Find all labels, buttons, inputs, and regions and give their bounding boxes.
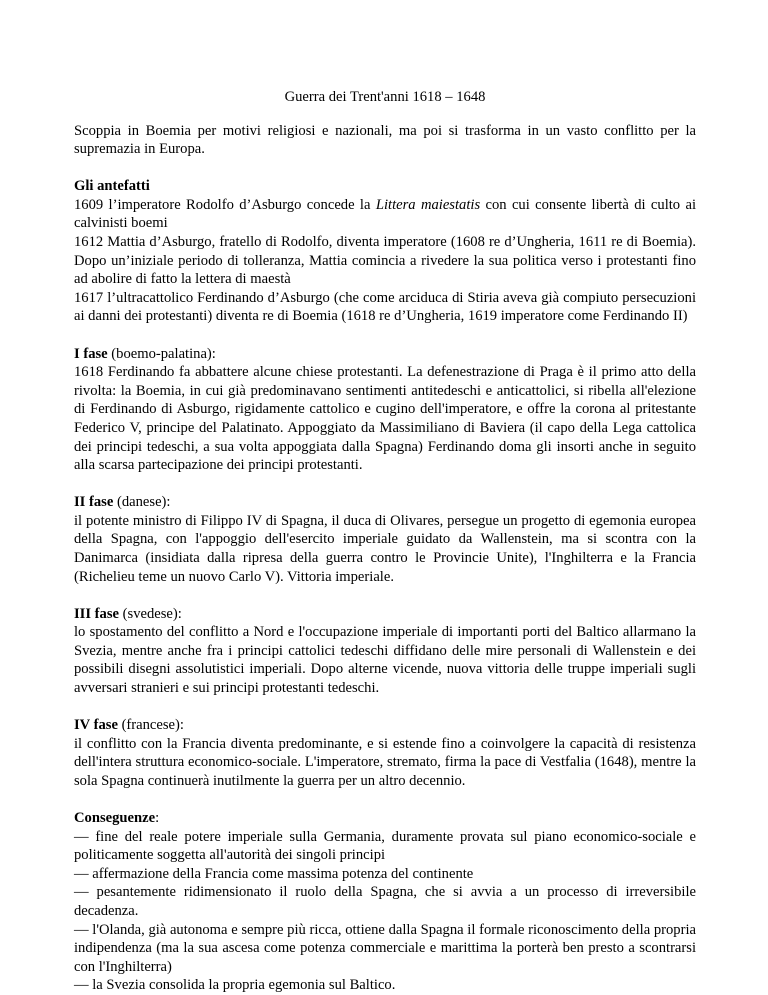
conseguenze-colon: : [155,810,160,826]
fase-3-text: lo spostamento del conflitto a Nord e l'occupazione imperiale di importanti porti del Baltico allarmano la Svezia, mentre anche fra i principi cattolici tedeschi diffidano delle mire personali di Wallenstein e dei possibili disegni assolutistici imperiali. Dopo alterne vicende, nuova vittoria delle truppe imperiali sugli avversari stranieri e sui principi protestanti tedeschi. [74,624,696,697]
conseguenze-item: — pesantemente ridimensionato il ruolo della Spagna, che si avvia a un processo di irreversibile decadenza. [74,884,696,919]
document-title: Guerra dei Trent'anni 1618 – 1648 [284,89,486,105]
antefatti-p1-after: con cui consente libertà di culto ai calvinisti boemi [74,196,696,232]
conseguenze-heading: Conseguenze [74,810,156,826]
fase-4-heading-line [74,716,696,735]
fase-1-heading-line [74,345,696,364]
conseguenze-item: — l'Olanda, già autonoma e sempre più ricca, ottiene dalla Spagna il formale riconoscimento della propria indipendenza (ma la sua ascesa come potenza commerciale e marittima la porterà ben presto a scontrarsi con l'Inghilterra) [74,921,696,975]
littera-maiestatis-term: Littera maiestatis [375,196,481,213]
fase-1-subtitle: (boemo-palatina): [107,345,216,362]
antefatti-paragraph-3: 1617 l’ultracattolico Ferdinando d’Asburgo (che come arciduca di Stiria aveva già compiuto persecuzioni ai danni dei protestanti) diventa re di Boemia (1618 re d’Ungheria, 1619 imperatore come Ferdinando II) [74,289,696,325]
intro-text: Scoppia in Boemia per motivi religiosi e nazionali, ma poi si trasforma in un vasto conflitto per la supremazia in Europa. [74,122,696,158]
section-conseguenze [74,809,696,995]
section-fase-2 [74,493,696,586]
fase-3-subtitle: (svedese): [119,605,182,622]
conseguenze-item: — la Svezia consolida la propria egemonia sul Baltico. [74,977,396,994]
fase-3-heading: III fase [74,605,119,622]
section-fase-4 [74,716,696,790]
fase-2-heading: II fase [74,494,114,511]
conseguenze-item: — affermazione della Francia come massima potenza del continente [74,865,474,882]
antefatti-paragraph-2: 1612 Mattia d’Asburgo, fratello di Rodolfo, diventa imperatore (1608 re d’Ungheria, 1611 re di Boemia). Dopo un’iniziale periodo di tolleranza, Mattia comincia a rivedere la sua politica verso i protestanti fino ad abolire di fatto la lettera di maestà [74,234,696,288]
antefatti-paragraph-1 [74,196,696,233]
fase-1-heading: I fase [74,345,108,362]
fase-4-subtitle: (francese): [117,717,184,734]
fase-1-text: 1618 Ferdinando fa abbattere alcune chiese protestanti. La defenestrazione di Praga è il primo atto della rivolta: la Boemia, in cui già predominavano sentimenti antitedeschi e anticattolici, si ribella all'elezione di Ferdinando di Asburgo, rigidamente cattolico e cugino dell'imperatore, e offre la corona al pritestante Federico V, principe del Palatinato. Appoggiato da Massimiliano di Baviera (il capo della Lega cattolica dei principi tedeschi, a sua volta appoggiata dalla Spagna) Ferdinando doma gli insorti anche in seguito alla scarsa partecipazione dei principi protestanti. [74,364,696,474]
fase-2-subtitle: (danese): [113,494,171,511]
fase-2-text: il potente ministro di Filippo IV di Spagna, il duca di Olivares, persegue un progetto di egemonia europea della Spagna, con l'appoggio dell'esercito imperiale guidato da Wallenstein, ma si scontra con la Danimarca (insidiata dalla ripresa della guerra contro le Provincie Unite), l'Inghilterra e la Francia (Richelieu teme un nuovo Carlo V). Vittoria imperiale. [74,512,696,585]
antefatti-p1-before: 1609 l’imperatore Rodolfo d’Asburgo concede la [74,196,376,213]
intro-paragraph [74,122,696,159]
section-fase-3 [74,605,696,698]
section-antefatti [74,177,696,326]
conseguenze-item: — fine del reale potere imperiale sulla Germania, duramente provata sul piano economico-sociale e politicamente soggetta all'autorità dei singoli principi [74,828,696,864]
fase-2-heading-line [74,493,696,512]
section-fase-1 [74,345,696,475]
fase-4-text: il conflitto con la Francia diventa predominante, e si estende fino a coinvolgere la capacità di resistenza dell'intera struttura economico-sociale. L'imperatore, stremato, firma la pace di Vestfalia (1648), mentre la sola Spagna continuerà inutilmente la guerra per un altro decennio. [74,735,696,789]
antefatti-heading: Gli antefatti [74,178,150,195]
conseguenze-heading-line [74,809,696,828]
fase-4-heading: IV fase [74,717,118,734]
fase-3-heading-line [74,605,696,624]
